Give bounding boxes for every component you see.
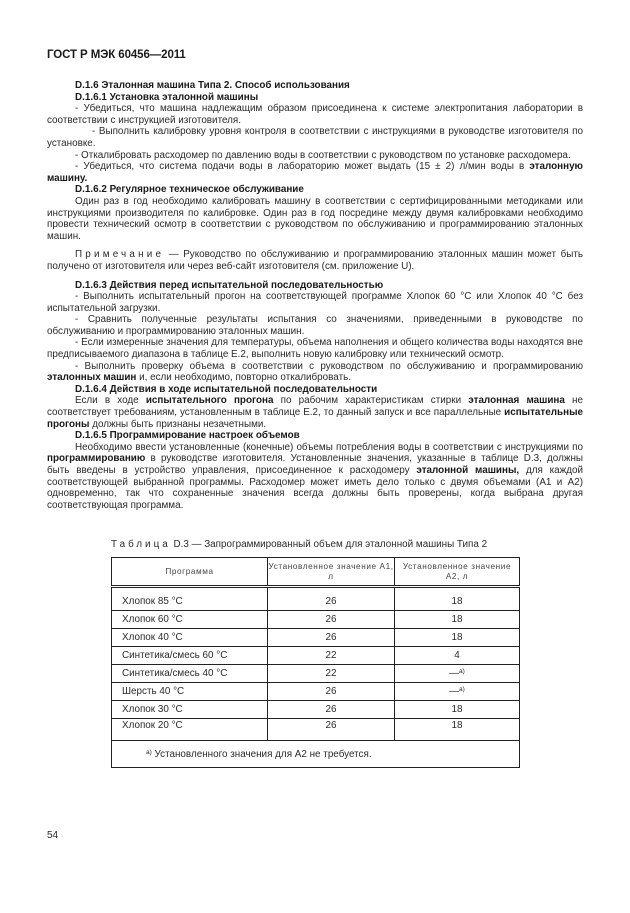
bold-term: эталонная машина — [468, 395, 565, 407]
footnote-ref: a) — [459, 686, 465, 693]
note: Примечание — Руководство по обслуживанию и программированию эталонных машин может быть получено от изготовителя или через веб-сайт изготовителя (см. приложение U). — [47, 249, 583, 272]
paragraph: Один раз в год необходимо калибровать машину в соответствии с сертифицированными методиками или инструкциями производителя по калибровке. Один раз в год посредине между двумя калибровками необходимо провести технический осмотр в соответствии с руководством по обслуживанию и программированию эталонных машин. — [47, 195, 583, 242]
column-header-a1: Установленное значение А1, л — [268, 558, 395, 587]
bold-term: эталонную машину. — [47, 161, 583, 184]
paragraph: - Откалибровать расходомер по давлению воды в соответствии с руководством по установке расходомера. — [75, 149, 571, 161]
paragraph: - Если измеренные значения для температуры, объема наполнения и общего количества воды находятся вне предписываемого диапазона в таблице Е.2, выполнить новую калибровку или технический осмотр. — [47, 337, 583, 361]
table-row: Хлопок 20 °С 26 18 — [112, 719, 520, 741]
paragraph: - Выполнить испытательный прогон на соответствующей программе Хлопок 60 °С или Хлопок 40 °С без испытательной загрузки. — [47, 291, 583, 314]
section-heading-d162: D.1.6.2 Регулярное техническое обслуживание — [75, 184, 304, 196]
bold-term: эталонной машины, — [416, 465, 520, 476]
paragraph: Необходимо ввести установленные (конечные) объемы потребления воды в соответствии с инструкциями по программированию в руководстве изготовителя. Установленные значения, указанные в таблице D.3, должны быть введены в устройство управления, присоединенное к расходомеру эталонной машины, для каждой соответствующей выбранной программы. Расходомер может иметь дело только с двумя объемами (А1 и А2) одновременно, так что сохраненные значения всегда должны быть проверены, когда выбрана другая соответствующая программа. — [47, 441, 584, 511]
column-header-program: Программа — [112, 558, 268, 587]
table-row: Синтетика/смесь 60 °С 22 4 — [112, 647, 520, 665]
table-header-row — [112, 558, 520, 587]
bold-term: испытательного прогона — [145, 395, 274, 407]
section-heading-d165: D.1.6.5 Программирование настроек объемов — [75, 430, 300, 442]
table-row: Шерсть 40 °С 26 —$^{a)}$ — [112, 683, 520, 701]
table-row: Хлопок 60 °С 26 18 — [112, 611, 520, 629]
paragraph: - Выполнить проверку объема в соответствии с руководством по обслуживанию и программированию эталонных машин и, если необходимо, повторно откалибровать. — [47, 360, 583, 384]
section-heading-d164: D.1.6.4 Действия в ходе испытательной последовательности — [75, 383, 378, 395]
paragraph: - Убедиться, что машина надлежащим образом присоединена к системе электропитания лаборатории в соответствии с инструкцией изготовителя. — [47, 103, 583, 126]
section-heading-d16: D.1.6 Эталонная машина Типа 2. Способ использования — [75, 80, 350, 91]
footnote-ref: a) — [459, 668, 465, 675]
paragraph: - Выполнить калибровку уровня контроля в соответствии с инструкциями в руководстве изготовителя по установке. — [47, 126, 583, 149]
section-heading-d161: D.1.6.1 Установка эталонной машины — [75, 91, 259, 103]
bold-term: программированию — [47, 453, 146, 465]
bold-term: испытательные прогоны — [47, 407, 583, 430]
paragraph: - Сравнить полученные результаты испытания со значениями, приведенными в руководстве по обслуживанию и программированию эталонных машин. — [47, 314, 583, 337]
table-row: Хлопок 40 °С 26 18 — [112, 629, 520, 647]
table-row: Хлопок 85 °С 26 18 — [112, 587, 520, 611]
note-label: Примечание — [75, 249, 165, 261]
table-caption: Таблица D.3 — Запрограммированный объем для эталонной машины Типа 2 — [111, 539, 488, 550]
table-footnote: $^{a)}$ Установленного значения для А2 не требуется. — [112, 741, 520, 768]
paragraph: Если в ходе испытательного прогона по рабочим характеристикам стирки эталонная машина не соответствует требованиям, установленным в таблице Е.2, то данный запуск и все параллельные испытательные прогоны должны быть признаны незачетными. — [47, 395, 584, 430]
table-footnote-row — [112, 741, 520, 768]
page-number: 54 — [47, 830, 59, 841]
document-body — [47, 80, 583, 511]
table-row: Хлопок 30 °С 26 18 — [112, 701, 520, 719]
volume-table — [111, 557, 520, 768]
bold-term: эталонных машин — [47, 372, 137, 384]
table-row: Синтетика/смесь 40 °С 22 —$^{a)}$ — [112, 665, 520, 683]
document-header: ГОСТ Р МЭК 60456—2011 — [47, 49, 186, 61]
section-heading-d163: D.1.6.3 Действия перед испытательной последовательностью — [75, 279, 384, 291]
paragraph: - Убедиться, что система подачи воды в лабораторию может выдать (15 ± 2) л/мин воды в эталонную машину. — [47, 161, 583, 184]
column-header-a2: Установленное значение А2, л — [395, 558, 520, 587]
